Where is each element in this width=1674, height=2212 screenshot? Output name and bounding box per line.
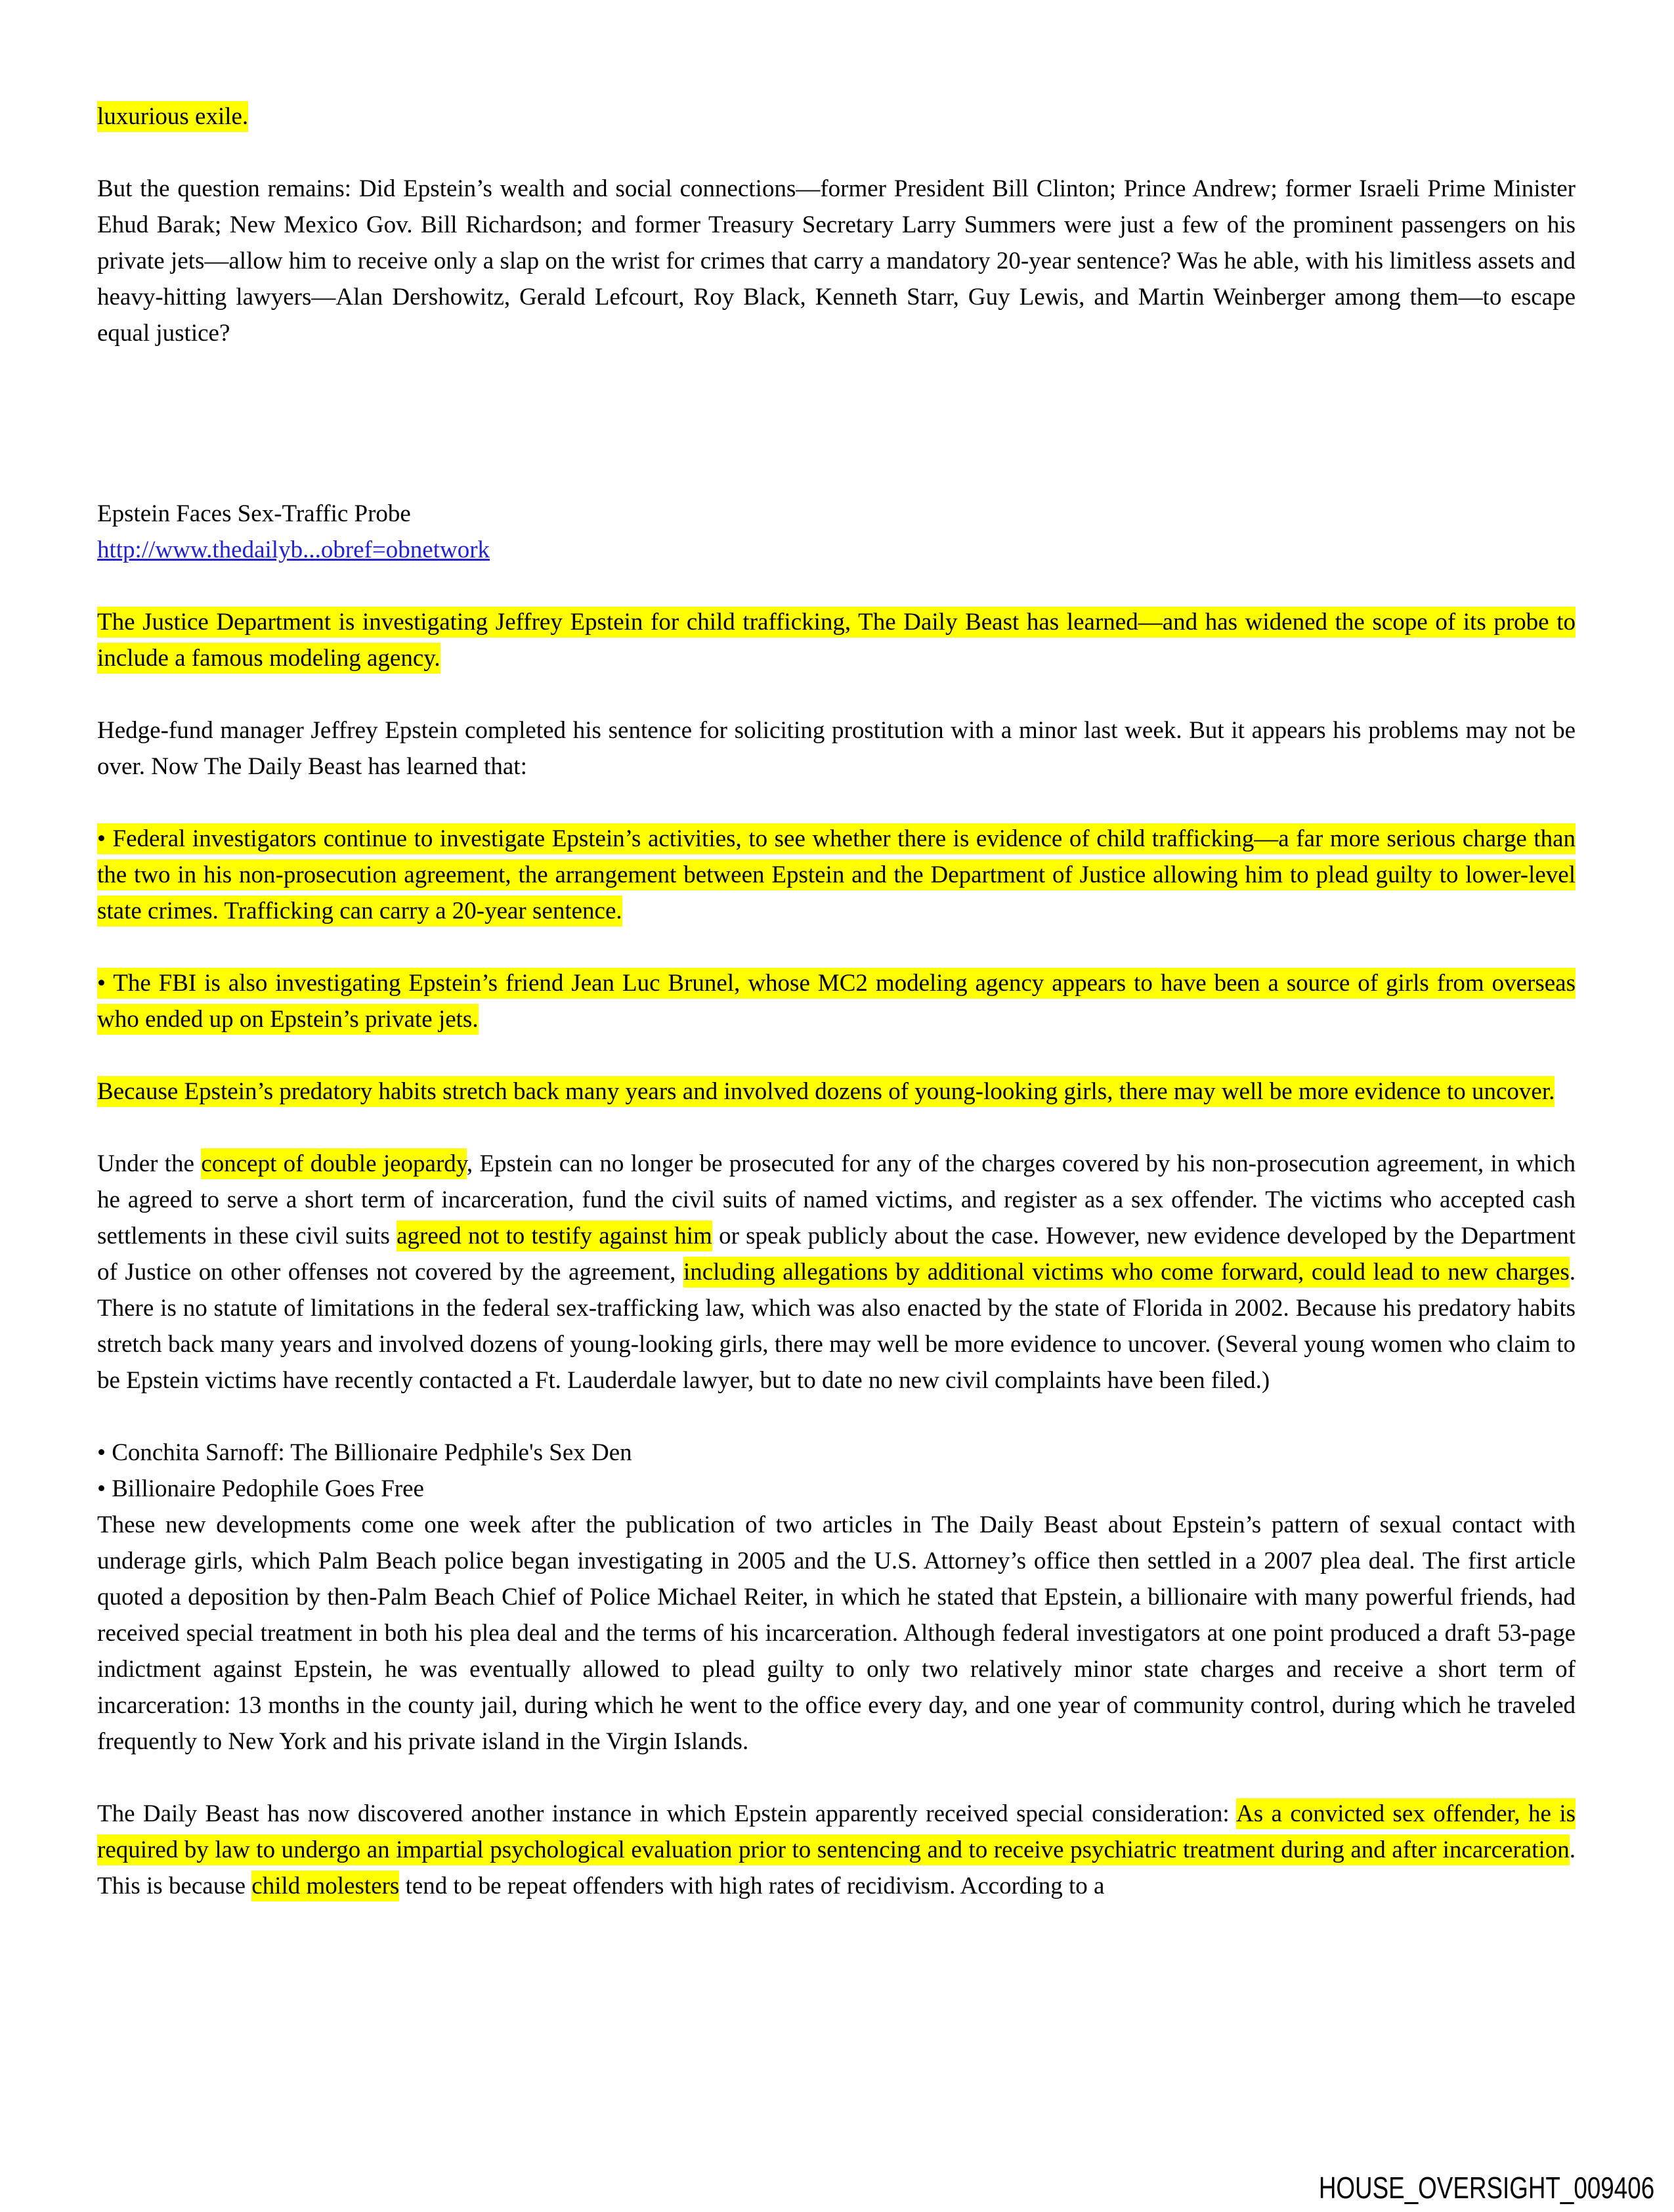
- para-question-remains: [97, 171, 1576, 351]
- highlighted-text: As a convicted sex offender, he is required by law to undergo an impartial psychological evaluation prior to sentencing and to receive psychiatric treatment during and after incarceration: [97, 1798, 1576, 1865]
- text-segment: Epstein Faces Sex-Traffic Probe: [97, 500, 411, 527]
- bullet-pedophile-goes-free: [97, 1471, 1576, 1507]
- highlighted-text: concept of double jeopardy: [201, 1148, 467, 1179]
- text-segment: . There is no statute of limitations in the federal sex-trafficking law, which was also enacted by the state of Florida in 2002. Because his predatory habits stretch back many years and involved dozens of young-looking girls, there may well be more evidence to uncover. (Several young women who claim to be Epstein victims have recently contacted a Ft. Lauderdale lawyer, but to date no new civil complaints have been filed.): [97, 1259, 1576, 1394]
- text-segment: • Conchita Sarnoff: The Billionaire Pedphile's Sex Den: [97, 1439, 632, 1466]
- vertical-gap: [97, 387, 1576, 496]
- para-special-consideration: [97, 1796, 1576, 1904]
- highlighted-text: agreed not to testify against him: [397, 1221, 712, 1251]
- highlighted-text: including allegations by additional victims who come forward, could lead to new charges: [683, 1257, 1570, 1288]
- highlighted-text: child molesters: [251, 1871, 399, 1901]
- para-doj-investigating: [97, 604, 1576, 676]
- para-double-jeopardy: [97, 1146, 1576, 1399]
- text-segment: These new developments come one week after the publication of two articles in The Daily Beast about Epstein’s pattern of sexual contact with underage girls, which Palm Beach police began investigating in 2005 and the U.S. Attorney’s office then settled in a 2007 plea deal. The first article quoted a deposition by then-Palm Beach Chief of Police Michael Reiter, in which he stated that Epstein, a billionaire with many powerful friends, had received special treatment in both his plea deal and the terms of his incarceration. Although federal investigators at one point produced a draft 53-page indictment against Epstein, he was eventually allowed to plead guilty to only two relatively minor state charges and receive a short term of incarceration: 13 months in the county jail, during which he went to the office every day, and one year of community control, during which he traveled frequently to New York and his private island in the Virgin Islands.: [97, 1511, 1576, 1755]
- text-segment: But the question remains: Did Epstein’s wealth and social connections—former President Bill Clinton; Prince Andrew; former Israeli Prime Minister Ehud Barak; New Mexico Gov. Bill Richardson; and former Treasury Secretary Larry Summers were just a few of the prominent passengers on his private jets—allow him to receive only a slap on the wrist for crimes that carry a mandatory 20-year sentence? Was he able, with his limitless assets and heavy-hitting lawyers—Alan Dershowitz, Gerald Lefcourt, Roy Black, Kenneth Starr, Guy Lewis, and Martin Weinberger among them—to escape equal justice?: [97, 175, 1576, 347]
- article-url-line: [97, 532, 1576, 568]
- bullet-fbi-brunel: [97, 965, 1576, 1037]
- text-segment: Under the: [97, 1150, 202, 1177]
- para-luxurious-exile: [97, 98, 1576, 135]
- text-segment: tend to be repeat offenders with high rates of recidivism. According to a: [399, 1873, 1105, 1899]
- text-segment: . This is because: [97, 1836, 1576, 1899]
- highlighted-text: The Justice Department is investigating Jeffrey Epstein for child trafficking, The Daily Beast has learned—and has widened the scope of its probe to include a famous modeling agency.: [97, 607, 1576, 674]
- highlighted-text: Because Epstein’s predatory habits stretch back many years and involved dozens of young-looking girls, there may well be more evidence to uncover.: [97, 1076, 1555, 1107]
- para-new-developments: [97, 1507, 1576, 1760]
- text-segment: The Daily Beast has now discovered another instance in which Epstein apparently received special consideration:: [97, 1800, 1237, 1827]
- para-predatory-habits: [97, 1073, 1576, 1110]
- text-segment: • Billionaire Pedophile Goes Free: [97, 1475, 424, 1502]
- bates-stamp: HOUSE_OVERSIGHT_009406: [1318, 2171, 1654, 2205]
- highlighted-text: • The FBI is also investigating Epstein’s friend Jean Luc Brunel, whose MC2 modeling agency appears to have been a source of girls from overseas who ended up on Epstein’s private jets.: [97, 968, 1576, 1035]
- article-url-link[interactable]: http://www.thedailyb...obref=obnetwork: [97, 536, 490, 563]
- highlighted-text: • Federal investigators continue to investigate Epstein’s activities, to see whether there is evidence of child trafficking—a far more serious charge than the two in his non-prosecution agreement, the arrangement between Epstein and the Department of Justice allowing him to plead guilty to lower-level state crimes. Trafficking can carry a 20-year sentence.: [97, 823, 1576, 926]
- text-segment: , Epstein can no longer be prosecuted for any of the charges covered by his non-prosecution agreement, in which he agreed to serve a short term of incarceration, fund the civil suits of named victims, and register as a sex offender. The victims who accepted cash settlements in these civil suits: [97, 1150, 1576, 1249]
- text-segment: Hedge-fund manager Jeffrey Epstein completed his sentence for soliciting prostitution with a minor last week. But it appears his problems may not be over. Now The Daily Beast has learned that:: [97, 717, 1576, 780]
- para-hedge-fund-manager: [97, 712, 1576, 785]
- document-body: [97, 98, 1576, 1904]
- bullet-sarnoff-article: [97, 1435, 1576, 1471]
- article-title-line: [97, 496, 1576, 532]
- highlighted-text: luxurious exile.: [97, 101, 248, 132]
- bullet-federal-investigators: [97, 821, 1576, 929]
- text-segment: or speak publicly about the case. However, new evidence developed by the Department of Justice on other offenses not covered by the agreement,: [97, 1223, 1576, 1286]
